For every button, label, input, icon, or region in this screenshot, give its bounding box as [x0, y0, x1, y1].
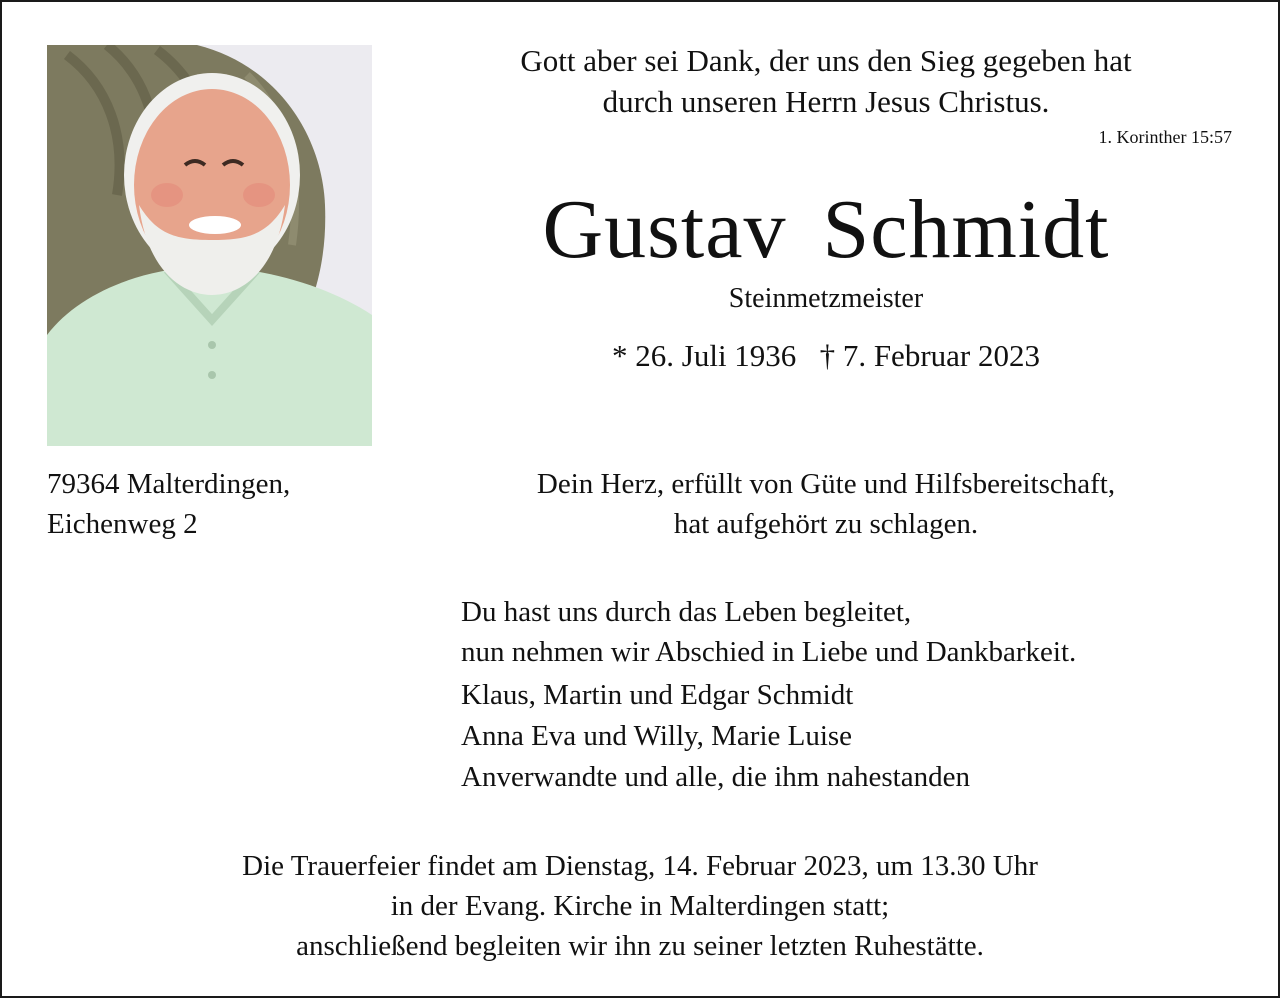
life-dates: [420, 336, 1232, 376]
deceased-profession: Steinmetzmeister: [728, 283, 924, 314]
funeral-service-info: [0, 846, 1280, 966]
farewell-line: nun nehmen wir Abschied in Liebe und Dankbarkeit.: [461, 636, 1077, 668]
birth-date: * 26. Juli 1936: [612, 338, 797, 373]
address-line: Eichenweg 2: [47, 508, 198, 540]
portrait-photo: [47, 45, 372, 446]
farewell-text: [461, 592, 1076, 672]
service-line: in der Evang. Kirche in Malterdingen statt;: [390, 890, 890, 922]
deceased-name: Gustav Schmidt: [542, 183, 1110, 276]
service-line: anschließend begleiten wir ihn zu seiner letzten Ruhestätte.: [296, 930, 984, 962]
address-block: [47, 464, 290, 544]
heart-line: Dein Herz, erfüllt von Güte und Hilfsbereitschaft,: [536, 468, 1116, 500]
portrait-illustration: [47, 45, 372, 446]
heart-line: hat aufgehört zu schlagen.: [673, 508, 979, 540]
death-date: † 7. Februar 2023: [819, 338, 1040, 373]
verse-line: Gott aber sei Dank, der uns den Sieg gegeben hat: [520, 43, 1132, 78]
bible-verse: [420, 40, 1232, 122]
mourner-line: Anverwandte und alle, die ihm nahestanden: [461, 761, 970, 793]
farewell-line: Du hast uns durch das Leben begleitet,: [461, 596, 912, 628]
verse-reference: 1. Korinther 15:57: [1098, 127, 1232, 147]
mourner-line: Klaus, Martin und Edgar Schmidt: [461, 679, 854, 711]
mourners-list: [461, 675, 970, 798]
service-line: Die Trauerfeier findet am Dienstag, 14. Februar 2023, um 13.30 Uhr: [242, 850, 1038, 882]
verse-line: durch unseren Herrn Jesus Christus.: [602, 84, 1050, 119]
address-line: 79364 Malterdingen,: [47, 468, 291, 500]
heart-text: [420, 464, 1232, 544]
mourner-line: Anna Eva und Willy, Marie Luise: [461, 720, 853, 752]
